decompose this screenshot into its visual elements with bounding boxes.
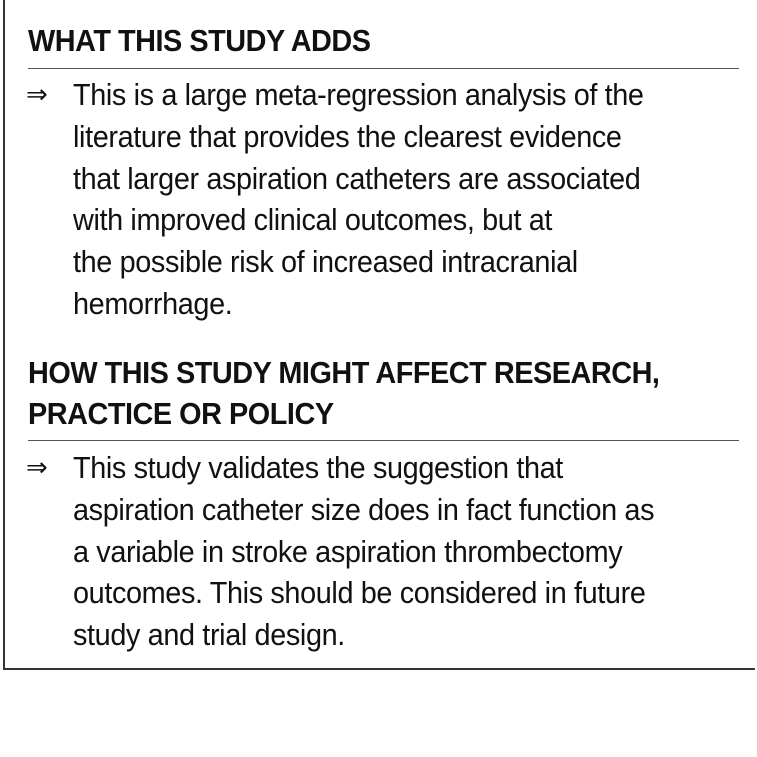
bullet-text: This study validates the suggestion that aspiration catheter size does in fact function as a variable in stroke aspiration thrombectomy outcomes. This should be considered in future study and trial design. — [73, 450, 655, 653]
double-arrow-icon: ⇒ — [26, 80, 48, 110]
section-heading-how-this-study-might-affect: HOW THIS STUDY MIGHT AFFECT RESEARCH, PRACTICE OR POLICY — [28, 355, 660, 431]
double-arrow-icon: ⇒ — [26, 453, 48, 483]
section-divider — [28, 68, 739, 69]
section-heading-what-this-study-adds: WHAT THIS STUDY ADDS — [28, 23, 371, 58]
bullet-text: This is a large meta-regression analysis of the literature that provides the clearest evidence that larger aspiration catheters are associated with improved clinical outcomes, but at the possible risk of increased intracranial hemorrhage. — [73, 77, 644, 321]
section-divider — [28, 440, 739, 441]
